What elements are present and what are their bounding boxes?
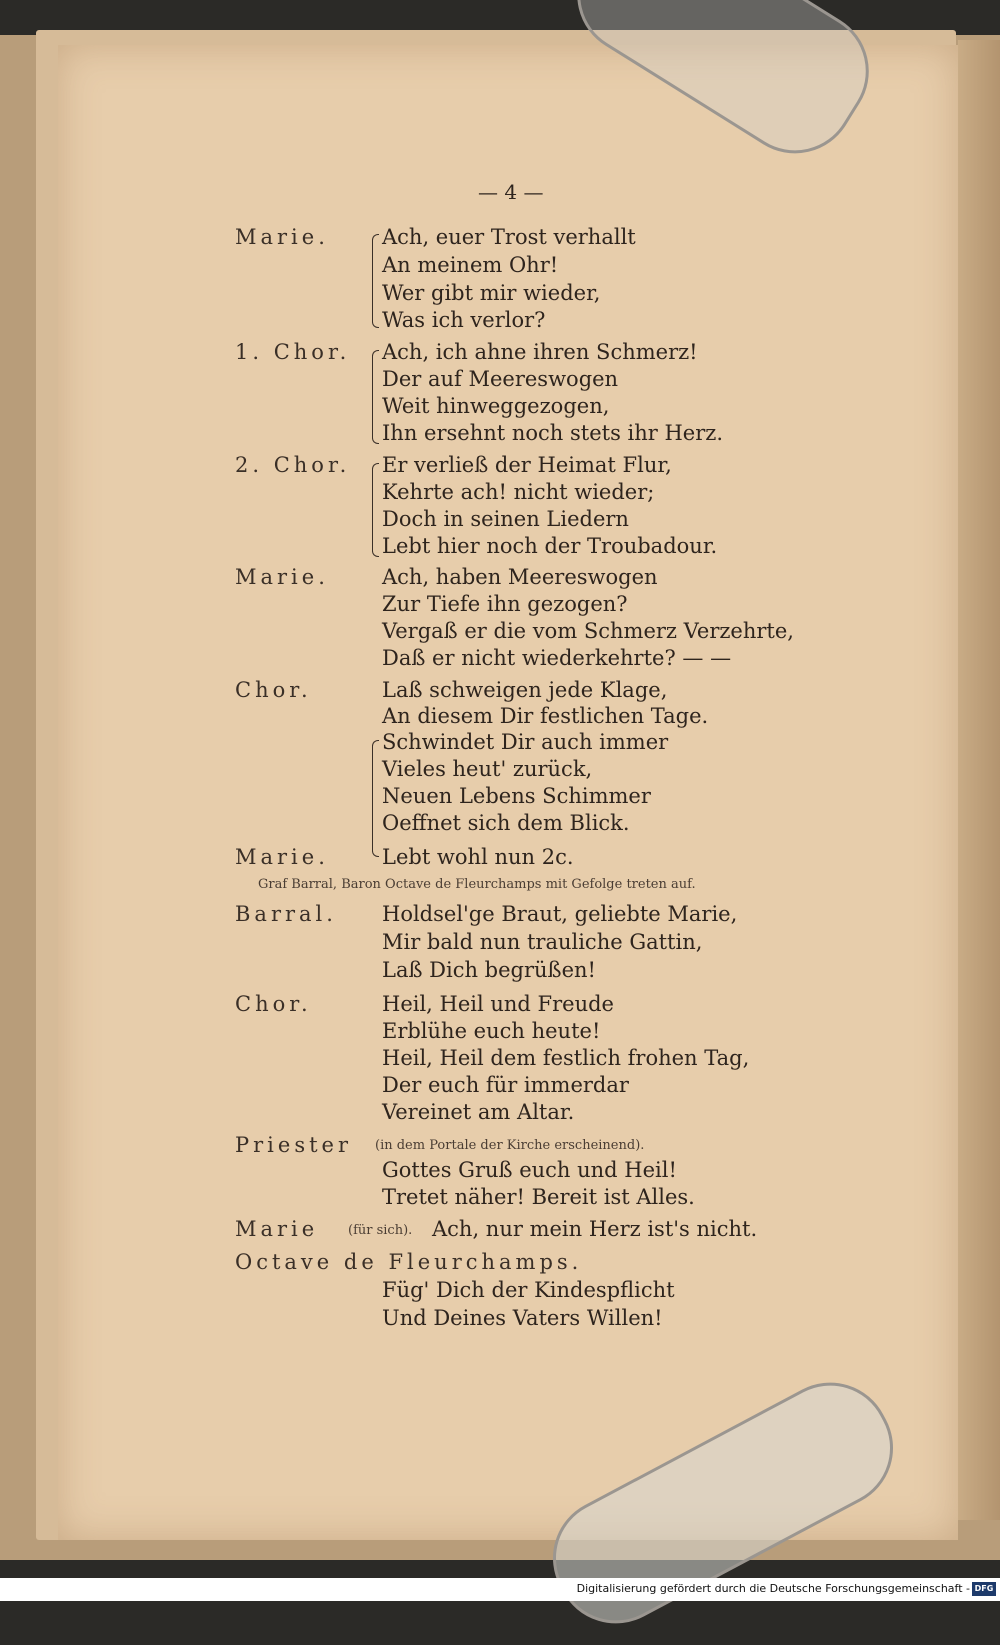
speaker-octave: Octave de Fleurchamps.: [235, 1250, 583, 1274]
dfg-logo: DFG: [972, 1582, 996, 1596]
verse-line: Doch in seinen Liedern: [382, 507, 629, 531]
verse-line: Laß Dich begrüßen!: [382, 958, 596, 982]
footer-credit: Digitalisierung gefördert durch die Deutsche Forschungsgemeinschaft -: [576, 1582, 970, 1595]
book-right-edge: [958, 40, 1000, 1520]
speaker-chor: Chor.: [235, 992, 312, 1016]
verse-line: Oeffnet sich dem Blick.: [382, 811, 630, 835]
page-number: — 4 —: [478, 180, 544, 204]
verse-line: Erblühe euch heute!: [382, 1019, 601, 1043]
verse-line: Vergaß er die vom Schmerz Verzehrte,: [382, 619, 794, 643]
verse-line: Heil, Heil dem festlich frohen Tag,: [382, 1046, 750, 1070]
verse-line: Mir bald nun trauliche Gattin,: [382, 930, 703, 954]
verse-line: Ach, ich ahne ihren Schmerz!: [382, 340, 698, 364]
speaker-chor-2: 2. Chor.: [235, 453, 351, 477]
stage-direction: (in dem Portale der Kirche erscheinend).: [375, 1138, 645, 1153]
verse-line: Schwindet Dir auch immer: [382, 730, 669, 754]
verse-line: Ihn ersehnt noch stets ihr Herz.: [382, 421, 723, 445]
verse-line: Kehrte ach! nicht wieder;: [382, 480, 655, 504]
verse-line: Er verließ der Heimat Flur,: [382, 453, 672, 477]
verse-line: Wer gibt mir wieder,: [382, 281, 601, 305]
verse-line: Heil, Heil und Freude: [382, 992, 614, 1016]
footer-bar: [0, 1578, 1000, 1601]
verse-line: Vieles heut' zurück,: [382, 757, 593, 781]
verse-line: Füg' Dich der Kindespflicht: [382, 1278, 675, 1302]
verse-brace: [372, 350, 379, 444]
stage-direction: (für sich).: [348, 1223, 413, 1238]
verse-line: Daß er nicht wiederkehrte? — —: [382, 646, 732, 670]
verse-line: Lebt hier noch der Troubadour.: [382, 534, 718, 558]
speaker-marie: Marie.: [235, 845, 329, 869]
verse-line: Ach, nur mein Herz ist's nicht.: [432, 1217, 758, 1241]
verse-line: Lebt wohl nun 2c.: [382, 845, 574, 869]
verse-line: Tretet näher! Bereit ist Alles.: [382, 1185, 695, 1209]
verse-line: Und Deines Vaters Willen!: [382, 1306, 663, 1330]
verse-brace: [372, 740, 379, 857]
verse-line: Was ich verlor?: [382, 308, 546, 332]
verse-line: Der auf Meereswogen: [382, 367, 619, 391]
verse-line: Laß schweigen jede Klage,: [382, 678, 668, 702]
speaker-marie: Marie: [235, 1217, 319, 1241]
verse-line: Gottes Gruß euch und Heil!: [382, 1158, 677, 1182]
speaker-chor-1: 1. Chor.: [235, 340, 351, 364]
stage-direction: Graf Barral, Baron Octave de Fleurchamps mit Gefolge treten auf.: [258, 877, 696, 892]
speaker-barral: Barral.: [235, 902, 337, 926]
verse-line: Ach, haben Meereswogen: [382, 565, 658, 589]
verse-brace: [372, 234, 379, 328]
verse-line: Weit hinweggezogen,: [382, 394, 610, 418]
verse-brace: [372, 463, 379, 557]
speaker-chor: Chor.: [235, 678, 312, 702]
verse-line: An meinem Ohr!: [382, 253, 559, 277]
verse-line: Holdsel'ge Braut, geliebte Marie,: [382, 902, 738, 926]
verse-line: Neuen Lebens Schimmer: [382, 784, 651, 808]
verse-line: Vereinet am Altar.: [382, 1100, 575, 1124]
verse-line: Ach, euer Trost verhallt: [382, 225, 636, 249]
speaker-priester: Priester: [235, 1133, 352, 1157]
verse-line: Zur Tiefe ihn gezogen?: [382, 592, 628, 616]
speaker-marie: Marie.: [235, 225, 329, 249]
verse-line: Der euch für immerdar: [382, 1073, 629, 1097]
speaker-marie: Marie.: [235, 565, 329, 589]
verse-line: An diesem Dir festlichen Tage.: [382, 704, 709, 728]
